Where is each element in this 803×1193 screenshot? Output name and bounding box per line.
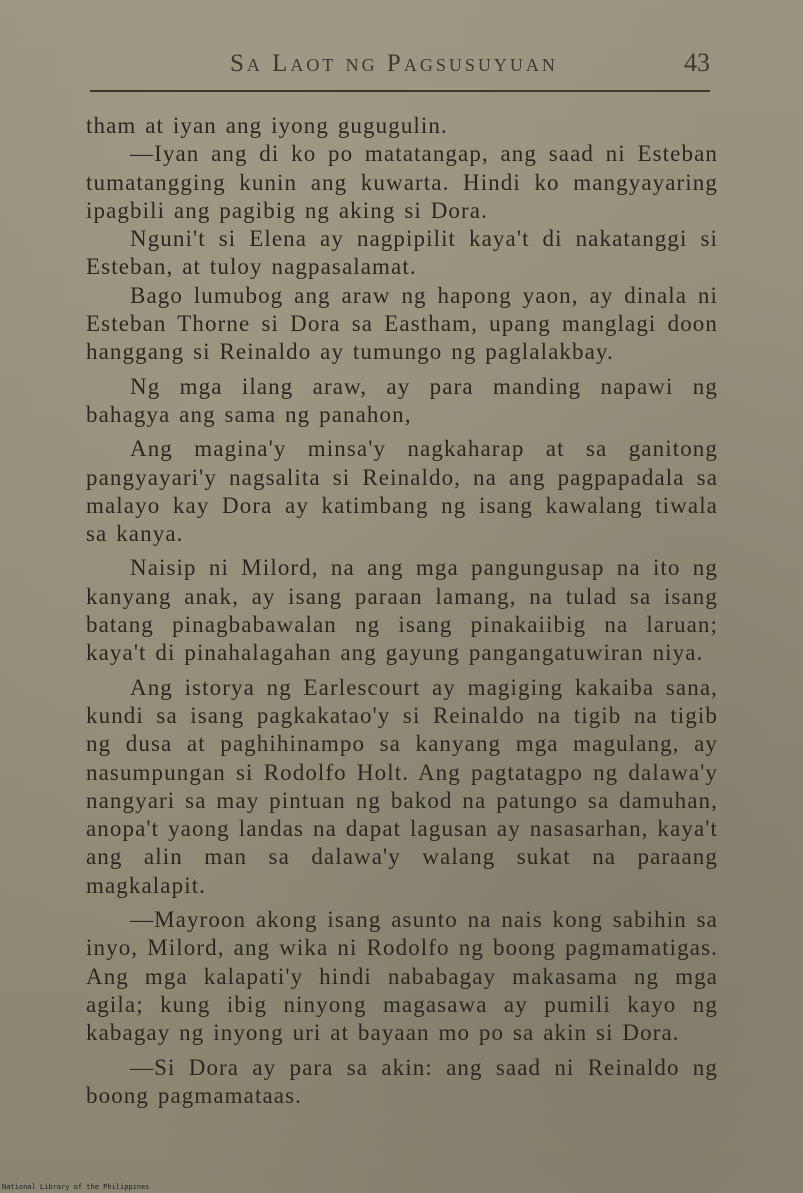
paragraph: —Si Dora ay para sa akin: ang saad ni Reinaldo ng boong pagmamataas. [86,1054,718,1108]
paragraph: Ang magina'y minsa'y nagkaharap at sa ganitong pangyayari'y nagsalita si Reinaldo, na ang pagpapadala sa malayo kay Dora ay katimbang ng isang kawalang tiwala sa kanya. [86,436,718,547]
paragraph: —Mayroon akong isang asunto na nais kong sabihin sa inyo, Milord, ang wika ni Rodolfo ng boong pagmamatigas. Ang mga kalapati'y hindi nababagay makasama ng mga agila; kung ibig ninyong magasawa ay pumili kayo ng kabagay ng inyong uri at bayaan mo po sa akin si Dora. [86,907,718,1046]
paragraph: tham at iyan ang iyong gugugulin. [86,113,448,138]
header-rule [90,90,710,92]
paragraph: Bago lumubog ang araw ng hapong yaon, ay dinala ni Esteban Thorne si Dora sa Eastham, upang manglagi doon hanggang si Reinaldo ay tumungo ng paglalakbay. [86,282,718,365]
paragraph: Naisip ni Milord, na ang mga pangungusap na ito ng kanyang anak, ay isang paraan lamang, na tulad sa isang batang pinagbabawalan ng isang pinakaiibig na laruan; kaya't di pinahalagahan ang gayung pangangatuwiran niya. [86,555,718,666]
paragraph: Ng mga ilang araw, ay para manding napawi ng bahagya ang sama ng panahon, [86,373,718,427]
paragraph: Ang istorya ng Earlescourt ay magiging kakaiba sana, kundi sa isang pagkakatao'y si Reinaldo na tigib na tigib ng dusa at paghihinampo sa kanyang mga magulang, ay nasumpungan si Rodolfo Holt. Ang pagtatagpo ng dalawa'y nangyari sa may pintuan ng bakod na patungo sa damuhan, anopa't yaong landas na dapat lagusan ay nasasarhan, kaya't ang alin man sa dalawa'y walang sukat na paraang magkalapit. [86,674,718,898]
paragraph: Nguni't si Elena ay nagpipilit kaya't di nakatanggi si Esteban, at tuloy nagpasalamat. [86,226,718,280]
body-text [86,112,718,1110]
running-title: Sa Laot ng Pagsusuyuan [230,50,558,77]
page-number: 43 [684,48,710,77]
page-header [90,46,710,86]
paragraph: —Iyan ang di ko po matatangap, ang saad ni Esteban tumatangging kunin ang kuwarta. Hindi ko mangyayaring ipagbili ang pagibig ng aking si Dora. [86,141,718,223]
library-credit: National Library of the Philippines [2,1183,150,1191]
